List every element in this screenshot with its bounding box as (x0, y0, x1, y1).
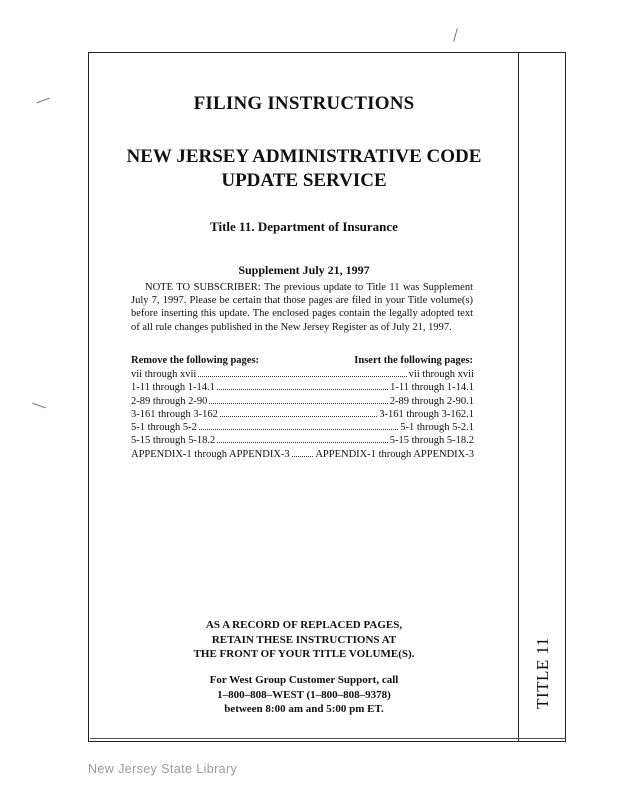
table-row (131, 369, 474, 382)
code-title-line2: UPDATE SERVICE (221, 170, 387, 191)
insert-cell: 3-161 through 3-162.1 (379, 408, 474, 420)
scan-mark (36, 98, 49, 104)
support-phone: 1–800–808–WEST (1–800–808–9378) (217, 688, 391, 701)
support-notice (90, 673, 518, 717)
record-line2: RETAIN THESE INSTRUCTIONS AT (211, 633, 397, 646)
scan-mark (32, 403, 45, 409)
remove-header: Remove the following pages: (131, 355, 260, 366)
insert-cell: 1-11 through 1-14.1 (390, 382, 474, 394)
code-title (90, 145, 518, 193)
record-line1: AS A RECORD OF REPLACED PAGES, (205, 619, 403, 631)
tab-divider (518, 52, 519, 742)
support-line1: For West Group Customer Support, call (209, 674, 399, 686)
table-row (131, 422, 474, 435)
remove-cell: 5-1 through 5-2 (131, 422, 197, 434)
table-row (131, 409, 474, 422)
bottom-rule (90, 738, 566, 739)
insert-cell: 2-89 through 2-90.1 (389, 395, 474, 407)
page-title: FILING INSTRUCTIONS (193, 93, 415, 114)
table-row (131, 449, 474, 462)
title-tab-label: TITLE 11 (533, 637, 552, 709)
scan-mark (453, 28, 458, 42)
remove-cell: APPENDIX-1 through APPENDIX-3 (131, 448, 290, 460)
insert-cell: vii through xvii (408, 369, 474, 380)
record-notice (90, 618, 518, 662)
table-row (131, 396, 474, 409)
supplement-date: Supplement July 21, 1997 (238, 263, 370, 277)
remove-cell: vii through xvii (131, 369, 197, 380)
table-row (131, 435, 474, 448)
support-hours: between 8:00 am and 5:00 pm ET. (224, 703, 384, 715)
title-tab (524, 636, 562, 710)
insert-cell: APPENDIX-1 through APPENDIX-3 (315, 448, 474, 460)
page-table (131, 369, 474, 462)
insert-cell: 5-1 through 5-2.1 (400, 422, 474, 434)
remove-cell: 3-161 through 3-162 (131, 408, 218, 420)
title-heading: Title 11. Department of Insurance (210, 219, 398, 234)
remove-cell: 1-11 through 1-14.1 (131, 382, 215, 394)
remove-cell: 2-89 through 2-90 (131, 395, 208, 407)
table-row (131, 382, 474, 395)
insert-header: Insert the following pages: (354, 355, 473, 366)
record-line3: THE FRONT OF YOUR TITLE VOLUME(S). (193, 648, 415, 660)
code-title-line1: NEW JERSEY ADMINISTRATIVE CODE (126, 146, 482, 167)
library-stamp: New Jersey State Library (88, 762, 238, 776)
insert-cell: 5-15 through 5-18.2 (389, 435, 474, 447)
remove-cell: 5-15 through 5-18.2 (131, 435, 216, 447)
subscriber-note: NOTE TO SUBSCRIBER: The previous update to Title 11 was Supplement July 7, 1997. Please be certain that those pages are filed in your Title volume(s) before inserting this update. The enclosed pages contain the legally adopted text of all rule changes published in the New Jersey Register as of July 21, 1997. (131, 282, 473, 333)
